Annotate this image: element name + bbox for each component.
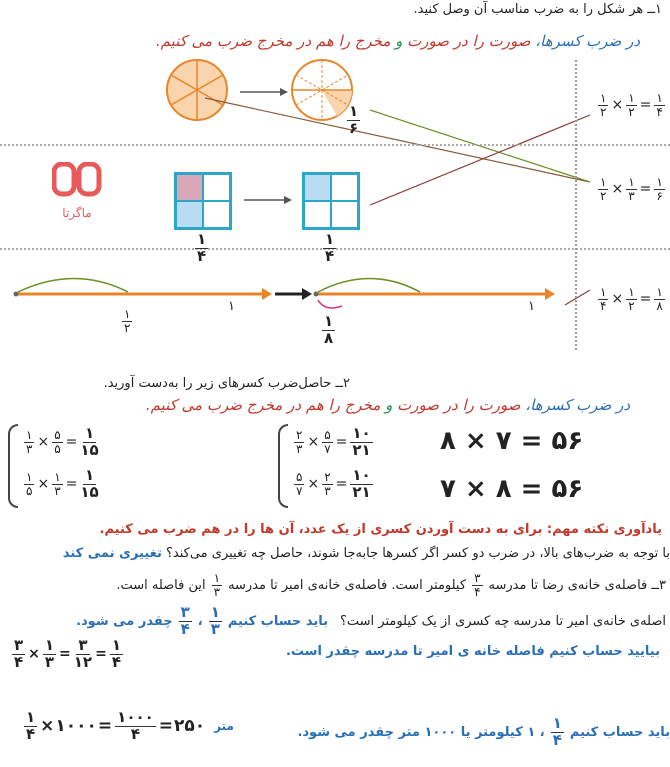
square-fraction-label: $\frac{۱}{۴}$	[325, 230, 335, 265]
circle-sixths	[167, 60, 227, 120]
brace	[8, 424, 18, 508]
numberline-tick-2: ۱	[528, 299, 535, 314]
circle-halves	[292, 60, 352, 120]
product-expression: $\frac{۱}{۵}$ × $\frac{۱}{۳}$ = $\frac{۱}{۱۵}$	[26, 466, 99, 501]
product-expression: $\frac{۲}{۳}$ × $\frac{۵}{۷}$ = $\frac{۱۰}{۲۱}$	[296, 424, 371, 459]
question-3-line: ۳ــ فاصله‌ی خانه‌ی رضا تا مدرسه $\frac{۳}{۴}$ کیلومتر است. فاصله‌ی خانه‌ی امیر تا مدرسه $\frac{۱}{۳}$ این فاصله است.	[116, 571, 666, 599]
note-question: با توجه به ضرب‌های بالا، در ضرب دو کسر اگر کسرها جابه‌جا شوند، حاصل چه تغییری می‌کند؟ تغییری نمی کند	[62, 546, 670, 561]
question-3-line: اصله‌ی خانه‌ی امیر تا مدرسه چه کسری از یک کیلومتر است؟ باید حساب کنیم $\frac{۱}{۳}$ ، $\frac{۳}{۴}$ چقدر می شود.	[76, 603, 666, 638]
multiplication-fact: ۸ × ۷ = ۵۶	[440, 426, 584, 456]
question-2-title: ۲ــ حاصل‌ضرب کسرهای زیر را به‌دست آورید.	[103, 376, 350, 391]
square-fraction-label: $\frac{۱}{۴}$	[197, 230, 207, 265]
reminder-note: یادآوری نکته مهم: برای به دست آوردن کسری از یک عدد، آن ها را در هم ضرب می کنیم.	[99, 522, 662, 537]
brace	[278, 424, 288, 508]
question-1-title: ۱ــ هر شکل را به ضرب مناسب آن وصل کنید.	[413, 2, 662, 17]
circle-fraction-label: $\frac{۱}{۶}$	[349, 102, 359, 137]
explanation-line: بیایید حساب کنیم فاصله خانه ی امیر تا مدرسه چقدر است.	[285, 644, 660, 659]
calculation: $\frac{۱}{۴}$ × ۱۰۰۰ = $\frac{۱۰۰۰}{۴}$ = ۲۵۰ متر	[26, 708, 234, 743]
product-expression: $\frac{۵}{۷}$ × $\frac{۲}{۳}$ = $\frac{۱۰}{۲۱}$	[296, 466, 371, 501]
calculation: $\frac{۳}{۴}$ × $\frac{۱}{۳}$ = $\frac{۳}{۱۲}$ = $\frac{۱}{۴}$	[14, 636, 121, 671]
square-shaded-quarter	[174, 172, 232, 230]
vertical-divider	[575, 60, 577, 350]
product-expression: $\frac{۱}{۴}$ × $\frac{۱}{۲}$ = $\frac{۱}{۸}$	[600, 285, 663, 313]
multiplication-fact: ۷ × ۸ = ۵۶	[440, 474, 584, 504]
numberline-half-label: $\frac{۱}{۲}$	[124, 307, 131, 335]
question-1-hint: در ضرب کسرها، صورت را در صورت و مخرج را هم در مخرج ضرب می کنیم.	[155, 32, 640, 50]
product-expression: $\frac{۱}{۲}$ × $\frac{۱}{۲}$ = $\frac{۱}{۴}$	[600, 91, 663, 119]
magerta-logo: ماگرتا	[52, 162, 102, 220]
numberline-tick-1: ۱	[228, 299, 235, 314]
product-expression: $\frac{۱}{۳}$ × $\frac{۵}{۵}$ = $\frac{۱}{۱۵}$	[26, 424, 99, 459]
divider	[0, 144, 670, 146]
square-quarter	[302, 172, 360, 230]
product-expression: $\frac{۱}{۲}$ × $\frac{۱}{۳}$ = $\frac{۱}{۶}$	[600, 175, 663, 203]
numberline-eighth-label: $\frac{۱}{۸}$	[324, 312, 334, 347]
explanation-line: باید حساب کنیم $\frac{۱}{۴}$ ، ۱ کیلومتر یا ۱۰۰۰ متر چقدر می شود.	[297, 714, 670, 749]
question-2-hint: در ضرب کسرها، صورت را در صورت و مخرج را هم در مخرج ضرب می کنیم.	[145, 396, 630, 414]
